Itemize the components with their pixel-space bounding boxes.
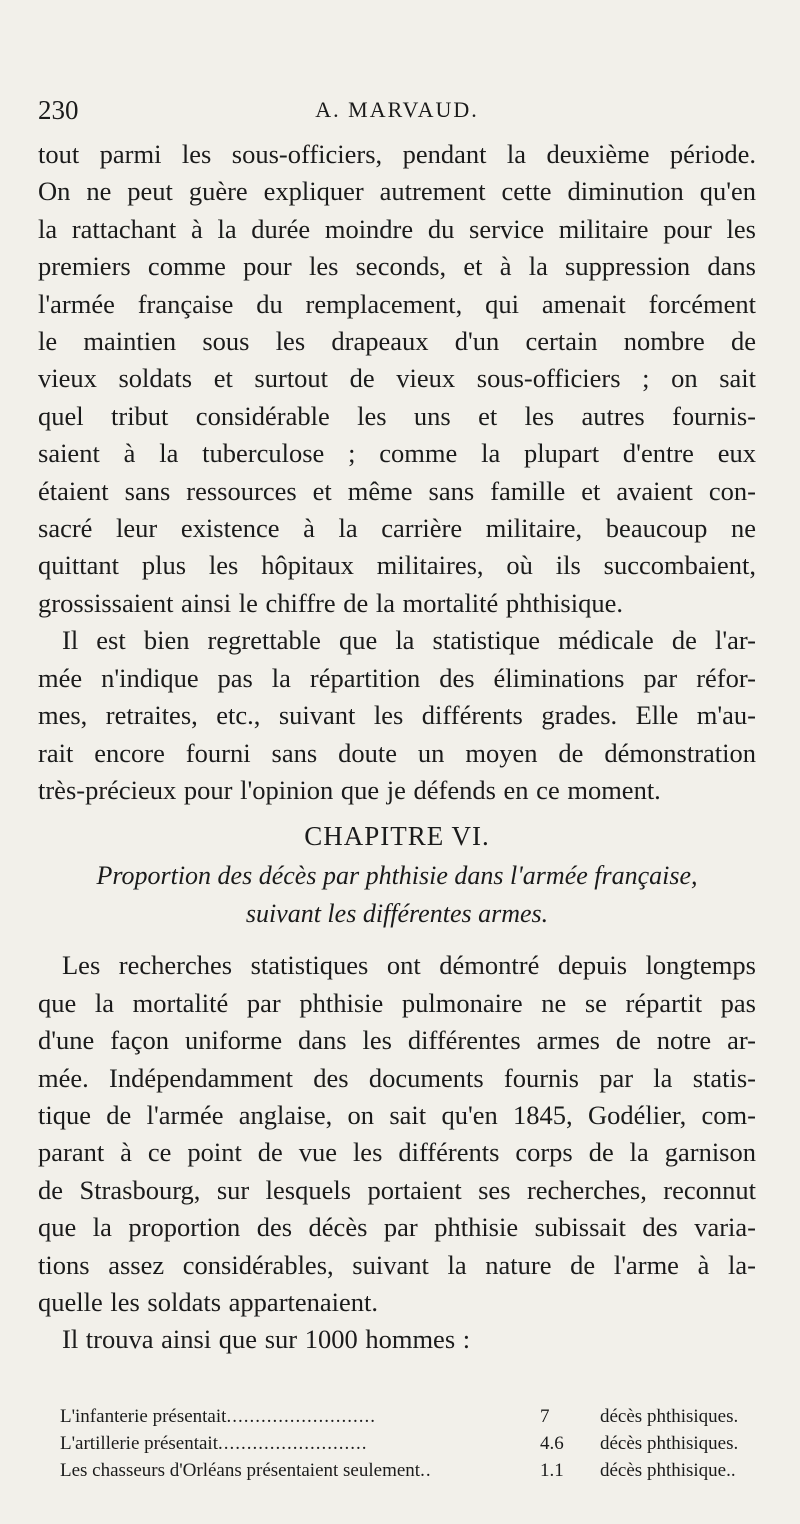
table-row — [60, 1457, 738, 1484]
subtitle-line: suivant les différentes armes. — [245, 899, 549, 929]
text-line: On ne peut guère expliquer autrement cette diminution qu'en — [38, 176, 756, 207]
text-line: la rattachant à la durée moindre du service militaire pour les — [38, 213, 756, 244]
text-line: quelle les soldats appartenaient. — [38, 1286, 379, 1317]
table-row — [60, 1403, 738, 1430]
paragraph — [38, 136, 756, 622]
subtitle-line: Proportion des décès par phthisie dans l'armée française, — [96, 861, 698, 891]
row-label: Les chasseurs d'Orléans présentaient seulement — [60, 1459, 421, 1481]
chapter-subtitle — [38, 857, 756, 933]
text-line: le maintien sous les drapeaux d'un certain nombre de — [38, 326, 756, 357]
row-label: L'infanterie présentait — [60, 1405, 227, 1427]
paragraph — [38, 622, 756, 809]
text-line: grossissaient ainsi le chiffre de la mortalité phthisique. — [38, 587, 623, 618]
text-line: tout parmi les sous-officiers, pendant la deuxième période. — [38, 139, 756, 169]
row-label: L'artillerie présentait — [60, 1432, 218, 1454]
body-text — [38, 136, 756, 1359]
text-line: l'armée française du remplacement, qui amenait forcément — [38, 288, 756, 319]
text-line: Il trouva ainsi que sur 1000 hommes : — [62, 1324, 471, 1355]
running-head — [38, 92, 756, 128]
text-line: mée n'indique pas la répartition des éliminations par réfor- — [38, 662, 756, 693]
leader-dots: .......................... — [217, 1432, 368, 1454]
text-line: que la mortalité par phthisie pulmonaire ne se répartit pas — [38, 987, 756, 1018]
row-unit: décès phthisique.. — [600, 1459, 736, 1481]
text-line: Les recherches statistiques ont démontré depuis longtemps — [62, 950, 756, 981]
text-line: quittant plus les hôpitaux militaires, où ils succombaient, — [38, 550, 756, 581]
row-value: 1.1 — [540, 1459, 564, 1481]
text-line: tions assez considérables, suivant la nature de l'arme à la- — [38, 1249, 756, 1280]
text-line: très-précieux pour l'opinion que je défends en ce moment. — [38, 774, 661, 805]
leader-dots: .......................... — [226, 1405, 376, 1427]
row-unit: décès phthisiques. — [600, 1405, 739, 1427]
leader-dots: .. — [420, 1459, 432, 1481]
paragraph — [38, 947, 756, 1321]
text-line: de Strasbourg, sur lesquels portaient ses recherches, reconnut — [38, 1174, 756, 1205]
row-value: 4.6 — [540, 1432, 564, 1454]
text-line: quel tribut considérable les uns et les autres fournis- — [38, 400, 756, 431]
text-line: mes, retraites, etc., suivant les différents grades. Elle m'au- — [38, 700, 756, 731]
text-line: parant à ce point de vue les différents corps de la garnison — [38, 1137, 756, 1168]
paragraph — [38, 1321, 756, 1358]
row-value: 7 — [540, 1405, 550, 1427]
text-line: que la proportion des décès par phthisie subissait des varia- — [38, 1212, 756, 1243]
mortality-table — [60, 1403, 738, 1484]
text-line: tique de l'armée anglaise, on sait qu'en 1845, Godélier, com- — [38, 1099, 756, 1130]
text-line: sacré leur existence à la carrière militaire, beaucoup ne — [38, 513, 756, 544]
author-running-title: A. MARVAUD. — [315, 97, 479, 122]
text-line: rait encore fourni sans doute un moyen de démonstration — [38, 737, 756, 768]
text-line: premiers comme pour les seconds, et à la suppression dans — [38, 251, 756, 282]
text-line: d'une façon uniforme dans les différentes armes de notre ar- — [38, 1025, 756, 1056]
table-row — [60, 1430, 738, 1457]
row-unit: décès phthisiques. — [600, 1432, 739, 1454]
text-line: Il est bien regrettable que la statistique médicale de l'ar- — [62, 625, 756, 656]
text-line: saient à la tuberculose ; comme la plupart d'entre eux — [38, 438, 756, 469]
text-line: étaient sans ressources et même sans famille et avaient con- — [38, 475, 756, 506]
text-line: vieux soldats et surtout de vieux sous-officiers ; on sait — [38, 363, 756, 394]
text-line: mée. Indépendamment des documents fournis par la statis- — [38, 1062, 756, 1093]
chapter-title: CHAPITRE VI. — [304, 821, 490, 852]
page-number: 230 — [38, 95, 79, 125]
